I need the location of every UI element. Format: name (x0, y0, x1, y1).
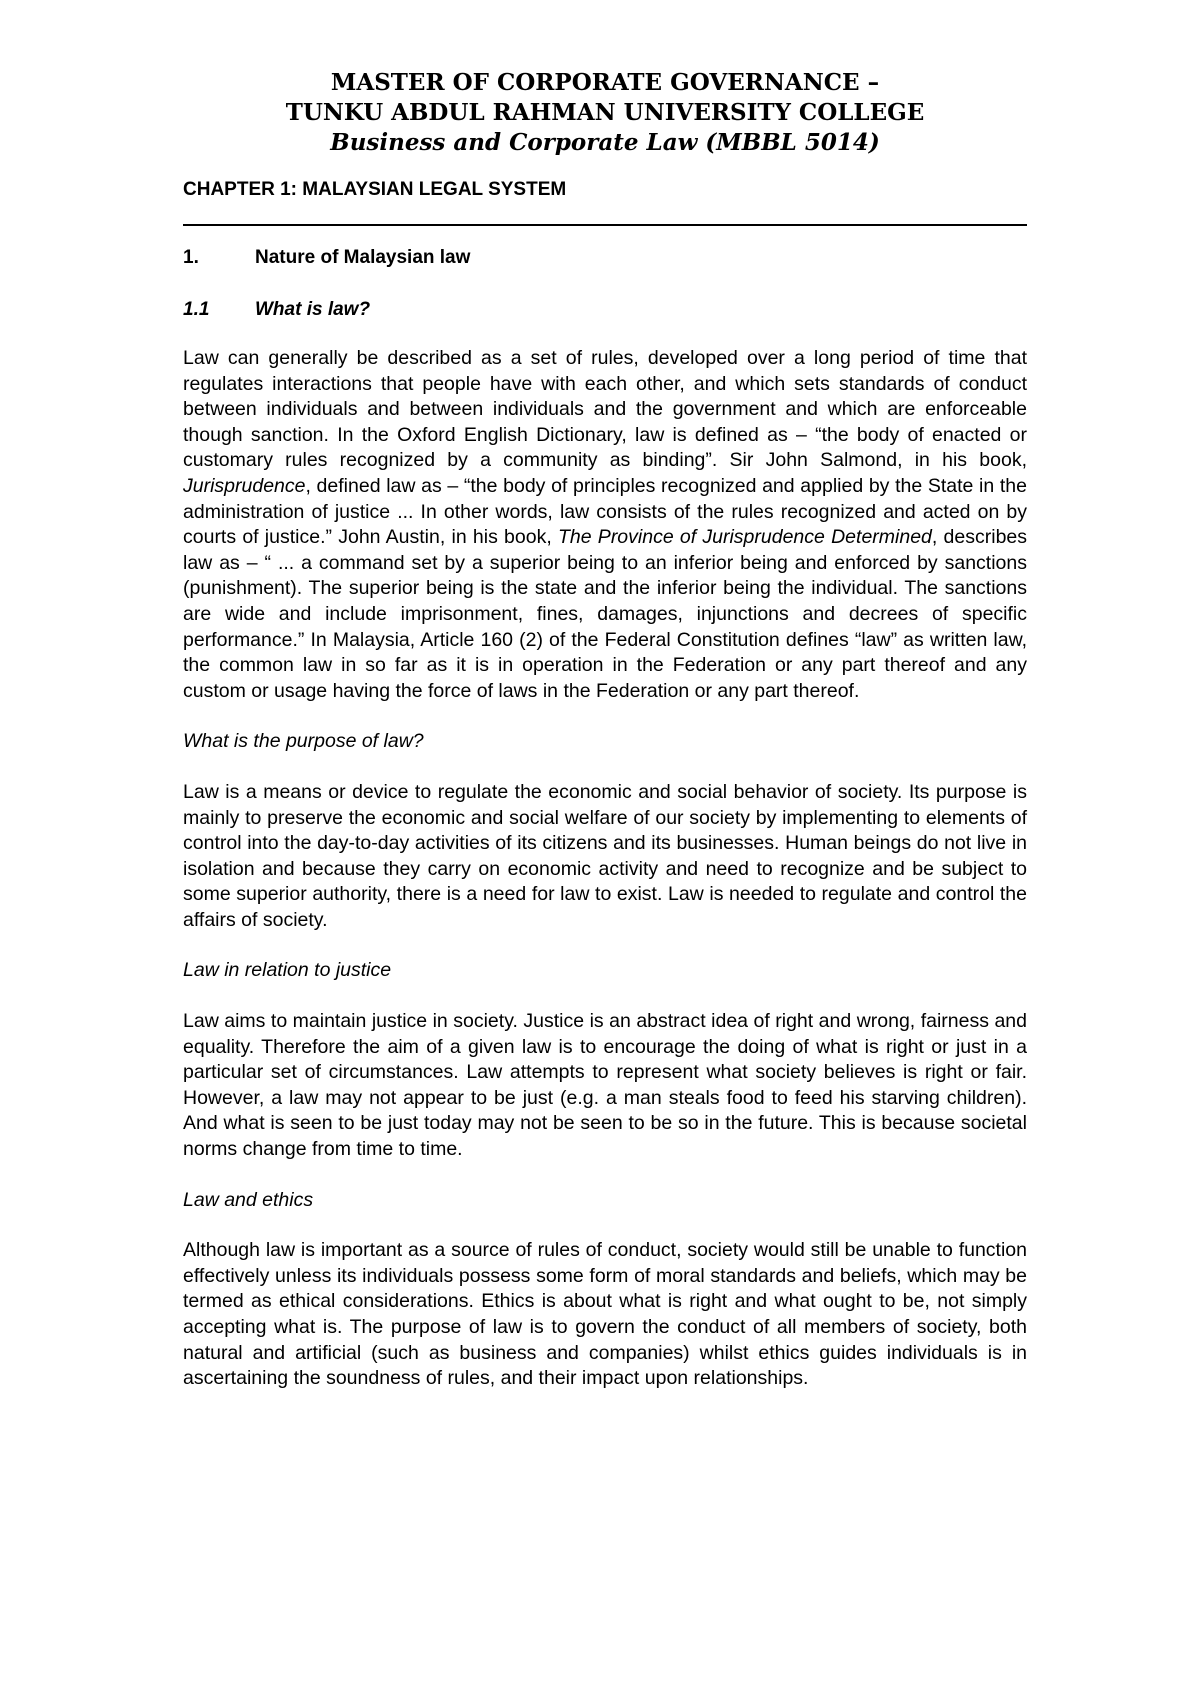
paragraph-justice: Law aims to maintain justice in society. Justice is an abstract idea of right and wrong, fairness and equality. Therefore the aim of a given law is to encourage the doing of what is right or just in a particular set of circumstances. Law attempts to represent what society believes is right or fair. However, a law may not appear to be just (e.g. a man steals food to feed his starving children). And what is seen to be just today may not be seen to be so in the future. This is because societal norms change from time to time. (183, 1010, 1027, 1161)
book-title-jurisprudence: Jurisprudence (183, 474, 306, 497)
section-heading (183, 246, 1027, 270)
section-title: Nature of Malaysian law (255, 247, 471, 268)
divider (183, 224, 1027, 226)
book-title-province: The Province of Jurisprudence Determined (557, 526, 932, 549)
paragraph-what-is-law: Law can generally be described as a set of rules, developed over a long period of time that regulates interactions that people have with each other, and which sets standards of conduct between individuals and between individuals and the government and which are enforceable though sanction. In the Oxford English Dictionary, law is defined as – “the body of enacted or customary rules recognized by a community as binding”. Sir John Salmond, in his book, Jurisprudence, defined law as – “the body of principles recognized and applied by the State in the administration of justice ... In other words, law consists of the rules recognized and acted on by courts of justice.” John Austin, in his book, The Province of Jurisprudence Determined, describes law as – “ ... a command set by a superior being to an inferior being and enforced by sanctions (punishment). The superior being is the state and the inferior being the individual. The sanctions are wide and include imprisonment, fines, damages, injunctions and decrees of specific performance.” In Malaysia, Article 160 (2) of the Federal Constitution defines “law” as written law, the common law in so far as it is in operation in the Federation or any part thereof and any custom or usage having the force of laws in the Federation or any part thereof. (183, 347, 1028, 702)
program-title: MASTER OF CORPORATE GOVERNANCE – (330, 69, 880, 96)
section-number: 1. (183, 247, 199, 268)
document-page (183, 68, 1027, 1392)
paragraph-purpose: Law is a means or device to regulate the economic and social behavior of society. Its purpose is mainly to preserve the economic and social welfare of our society by implementing to elements of control into the day-to-day activities of its citizens and its businesses. Human beings do not live in isolation and because they carry on economic activity and need to recognize and be subject to some superior authority, there is a need for law to exist. Law is needed to regulate and control the affairs of society. (183, 780, 1027, 931)
chapter-title: CHAPTER 1: MALAYSIAN LEGAL SYSTEM (183, 179, 567, 200)
paragraph-ethics: Although law is important as a source of rules of conduct, society would still be unable to function effectively unless its individuals possess some form of moral standards and beliefs, which may be termed as ethical considerations. Ethics is about what is right and what ought to be, not simply accepting what is. The purpose of law is to govern the conduct of all members of society, both natural and artificial (such as business and companies) whilst ethics guides individuals is in ascertaining the soundness of rules, and their impact upon relationships. (183, 1239, 1027, 1390)
subsection-heading (183, 298, 1027, 322)
purpose-heading: What is the purpose of law? (183, 730, 424, 753)
institution-title: TUNKU ABDUL RAHMAN UNIVERSITY COLLEGE (285, 99, 925, 126)
subsection-title: What is law? (255, 299, 371, 320)
justice-heading: Law in relation to justice (183, 959, 392, 982)
subsection-number: 1.1 (183, 299, 210, 320)
course-title: Business and Corporate Law (MBBL 5014) (330, 129, 880, 156)
ethics-heading: Law and ethics (183, 1188, 314, 1211)
